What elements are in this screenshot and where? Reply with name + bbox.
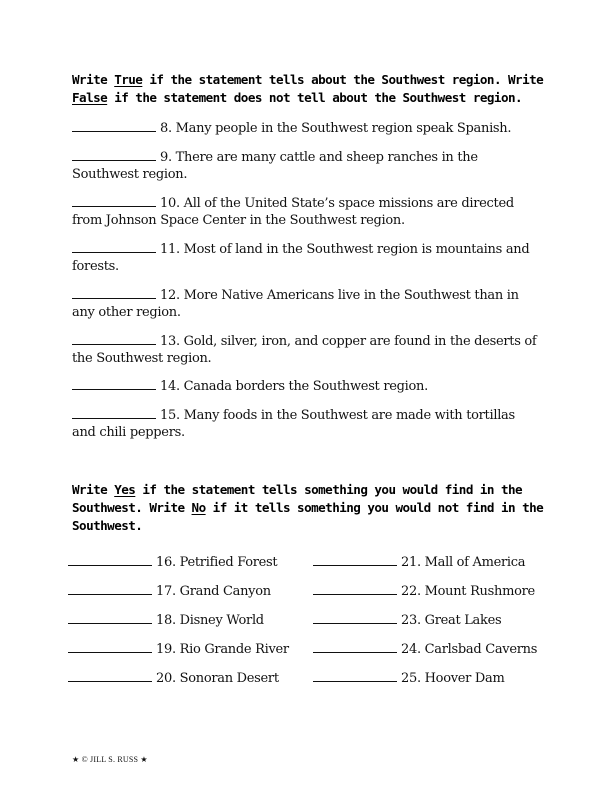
keyword-false: False <box>72 90 108 105</box>
question-21: 21. Mall of America <box>313 553 525 571</box>
question-17: 17. Grand Canyon <box>68 582 271 600</box>
question-25: 25. Hoover Dam <box>313 669 505 687</box>
answer-blank-19[interactable] <box>68 640 152 653</box>
question-20: 20. Sonoran Desert <box>68 669 279 687</box>
answer-blank-24[interactable] <box>313 640 397 653</box>
answer-blank-17[interactable] <box>68 582 152 595</box>
question-22: 22. Mount Rushmore <box>313 582 535 600</box>
question-8: 8. Many people in the Southwest region speak Spanish. <box>72 119 542 137</box>
answer-blank-11[interactable] <box>72 240 156 253</box>
question-10: 10. All of the United State’s space missions are directed from Johnson Space Center in the Southwest region. <box>72 196 514 228</box>
answer-blank-10[interactable] <box>72 194 156 207</box>
keyword-yes: Yes <box>114 482 136 497</box>
section2-instructions: Write Yes if the statement tells something you would find in the Southwest. Write No if it tells something you would not find in the Southwest. <box>72 482 544 533</box>
question-19: 19. Rio Grande River <box>68 640 289 658</box>
answer-blank-25[interactable] <box>313 669 397 682</box>
question-11: 11. Most of land in the Southwest region is mountains and forests. <box>72 242 530 274</box>
question-14: 14. Canada borders the Southwest region. <box>72 377 542 395</box>
keyword-true: True <box>114 72 143 87</box>
question-16: 16. Petrified Forest <box>68 553 277 571</box>
section1-instructions: Write True if the statement tells about the Southwest region. Write False if the statement does not tell about the Southwest region. <box>72 72 544 105</box>
question-13: 13. Gold, silver, iron, and copper are found in the deserts of the Southwest region. <box>72 334 537 366</box>
question-15: 15. Many foods in the Southwest are made with tortillas and chili peppers. <box>72 408 515 440</box>
answer-blank-8[interactable] <box>72 119 156 132</box>
answer-blank-20[interactable] <box>68 669 152 682</box>
answer-blank-12[interactable] <box>72 286 156 299</box>
answer-blank-21[interactable] <box>313 553 397 566</box>
answer-blank-16[interactable] <box>68 553 152 566</box>
question-24: 24. Carlsbad Caverns <box>313 640 537 658</box>
answer-blank-22[interactable] <box>313 582 397 595</box>
answer-blank-23[interactable] <box>313 611 397 624</box>
answer-blank-14[interactable] <box>72 377 156 390</box>
question-9: 9. There are many cattle and sheep ranches in the Southwest region. <box>72 150 478 182</box>
answer-blank-15[interactable] <box>72 406 156 419</box>
keyword-no: No <box>191 500 206 515</box>
question-12: 12. More Native Americans live in the Southwest than in any other region. <box>72 288 519 320</box>
answer-blank-13[interactable] <box>72 332 156 345</box>
answer-blank-9[interactable] <box>72 148 156 161</box>
question-23: 23. Great Lakes <box>313 611 501 629</box>
answer-blank-18[interactable] <box>68 611 152 624</box>
copyright-footer: ★ © JILL S. RUSS ★ <box>72 755 148 764</box>
question-18: 18. Disney World <box>68 611 264 629</box>
